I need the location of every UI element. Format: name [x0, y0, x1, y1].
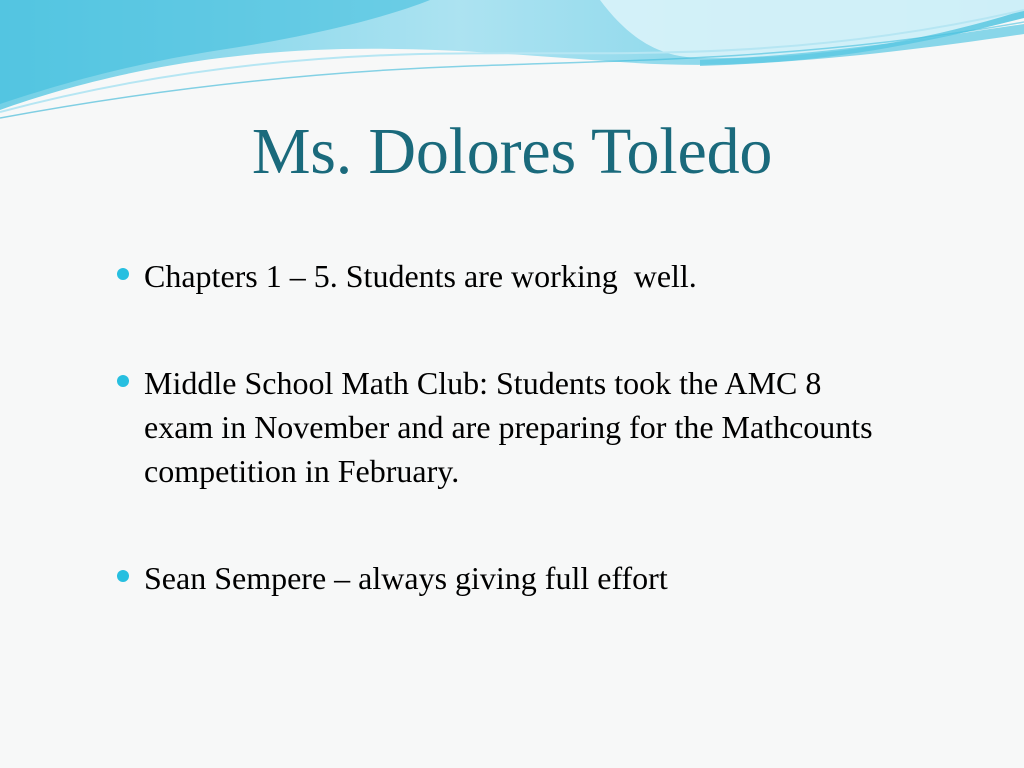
bullet-item	[116, 556, 896, 600]
bullet-dot-icon	[116, 254, 144, 298]
bullet-text: Chapters 1 – 5. Students are working well.	[144, 258, 697, 294]
bullet-item	[116, 361, 896, 493]
bullet-text: Middle School Math Club: Students took the AMC 8 exam in November and are preparing for the Mathcounts competition in February.	[144, 365, 881, 489]
bullet-dot-icon	[116, 361, 144, 405]
header-wave-decoration	[0, 0, 1024, 130]
bullet-text: Sean Sempere – always giving full effort	[144, 560, 668, 596]
bullet-item	[116, 254, 896, 298]
bullet-list	[116, 254, 896, 600]
slide-title: Ms. Dolores Toledo	[251, 115, 773, 188]
bullet-dot-icon	[116, 556, 144, 600]
